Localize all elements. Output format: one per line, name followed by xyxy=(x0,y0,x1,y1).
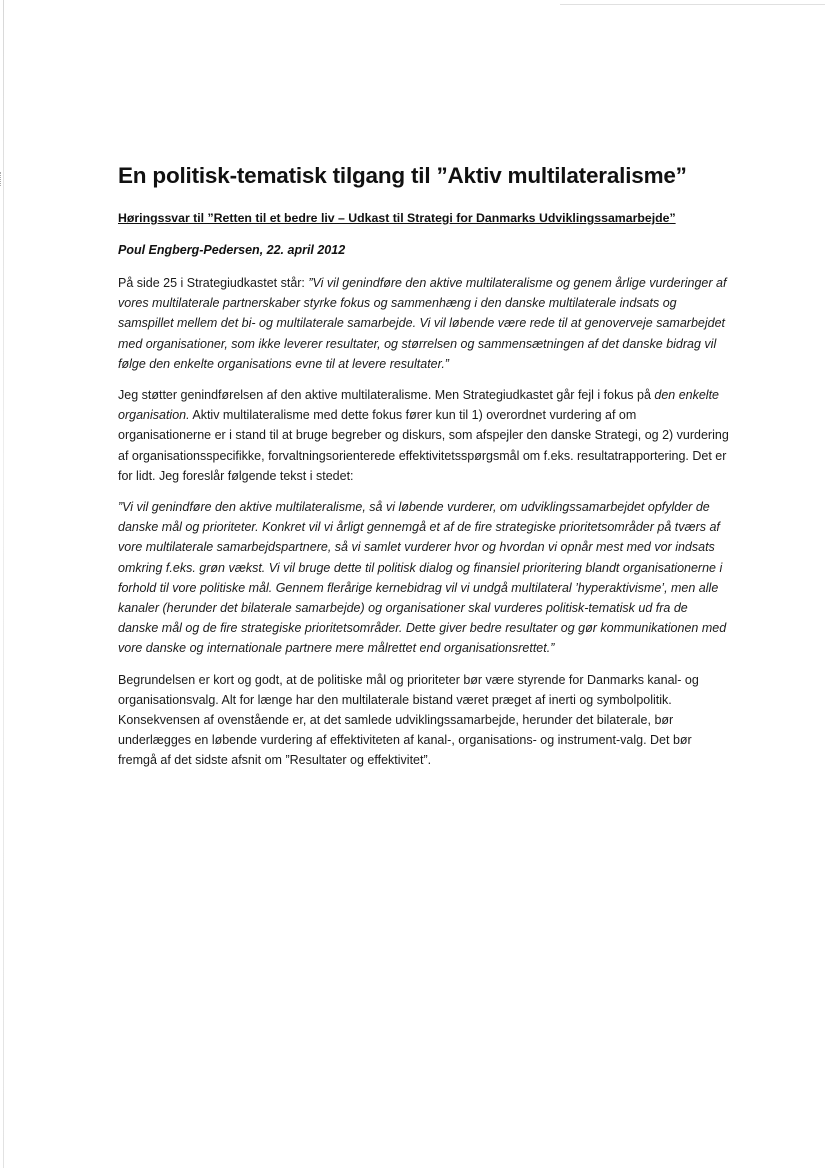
paragraph-1 xyxy=(118,273,730,374)
document-subtitle: Høringssvar til ”Retten til et bedre liv – Udkast til Strategi for Danmarks Udviklingssamarbejde” xyxy=(118,211,676,225)
document-body xyxy=(118,162,730,771)
paragraph-2 xyxy=(118,385,730,486)
scan-edge-mark xyxy=(0,172,4,186)
paragraph-1-intro: På side 25 i Strategiudkastet står: xyxy=(118,276,309,290)
scan-edge-top xyxy=(560,4,825,5)
paragraph-2-emphasis: den enkelte organisation. xyxy=(118,388,720,423)
paragraph-4: Begrundelsen er kort og godt, at de politiske mål og prioriteter bør være styrende for Danmarks kanal- og organisationsvalg. Alt for længe har den multilaterale bistand været præget af inerti og symbolpolitik. Konsekvensen af ovenstående er, at det samlede udviklingssamarbejde, herunder det bilaterale, bør underlægges en løbende vurdering af effektiviteten af kanal-, organisations- og instrument-valg. Det bør fremgå af det sidste afsnit om ”Resultater og effektivitet”. xyxy=(118,672,699,768)
paragraph-1-quote: ”Vi vil genindføre den aktive multilateralisme og genem årlige vurderinger af vores multilaterale partnerskaber styrke fokus og sammenhæng i den danske multilaterale indsats og samspillet mellem det bi- og multilaterale samarbejde. Vi vil løbende være rede til at genoverveje samarbejdet med organisationer, som ikke leverer resultater, og størrelsen og sammensætningen af det danske bidrag vil følge den enkelte organisations evne til at levere resultater.” xyxy=(118,276,727,371)
paragraph-2-text-after: Aktiv multilateralisme med dette fokus fører kun til 1) overordnet vurdering af om organisationerne er i stand til at bruge begreber og diskurs, som afspejler den danske Strategi, og 2) vurdering af organisationsspecifikke, forvaltningsorienterede effektivitetsspørgsmål om f.eks. resultatrapportering. Det er for lidt. Jeg foreslår følgende tekst i stedet: xyxy=(118,408,729,483)
document-title: En politisk-tematisk tilgang til ”Aktiv multilateralisme” xyxy=(118,163,687,188)
paragraph-2-text-before: Jeg støtter genindførelsen af den aktive multilateralisme. Men Strategiudkastet går fejl i fokus på xyxy=(118,388,655,403)
author-line: Poul Engberg-Pedersen, 22. april 2012 xyxy=(118,243,346,257)
paragraph-3-proposed-text: ”Vi vil genindføre den aktive multilateralisme, så vi løbende vurderer, om udviklingssamarbejdet opfylder de danske mål og prioriteter. Konkret vil vi årligt gennemgå et af de fire strategiske prioritetsområder på tværs af vore multilaterale samarbejdspartnere, så vi samlet vurderer hvor og hvordan vi opnår mest med vor indsats omkring f.eks. grøn vækst. Vi vil bruge dette til politisk dialog og finansiel prioritering blandt organisationerne i forhold til vore politiske mål. Gennem flerårige kernebidrag vil vi undgå multilateral ’hyperaktivisme’, men alle kanaler (herunder det bilaterale samarbejde) og organisationer skal vurderes politisk-tematisk ud fra de danske mål og de fire strategiske prioritetsområder. Dette giver bedre resultater og gør kommunikationen med vore danske og internationale partnere mere målrettet end organisationsrettet.” xyxy=(118,500,727,656)
